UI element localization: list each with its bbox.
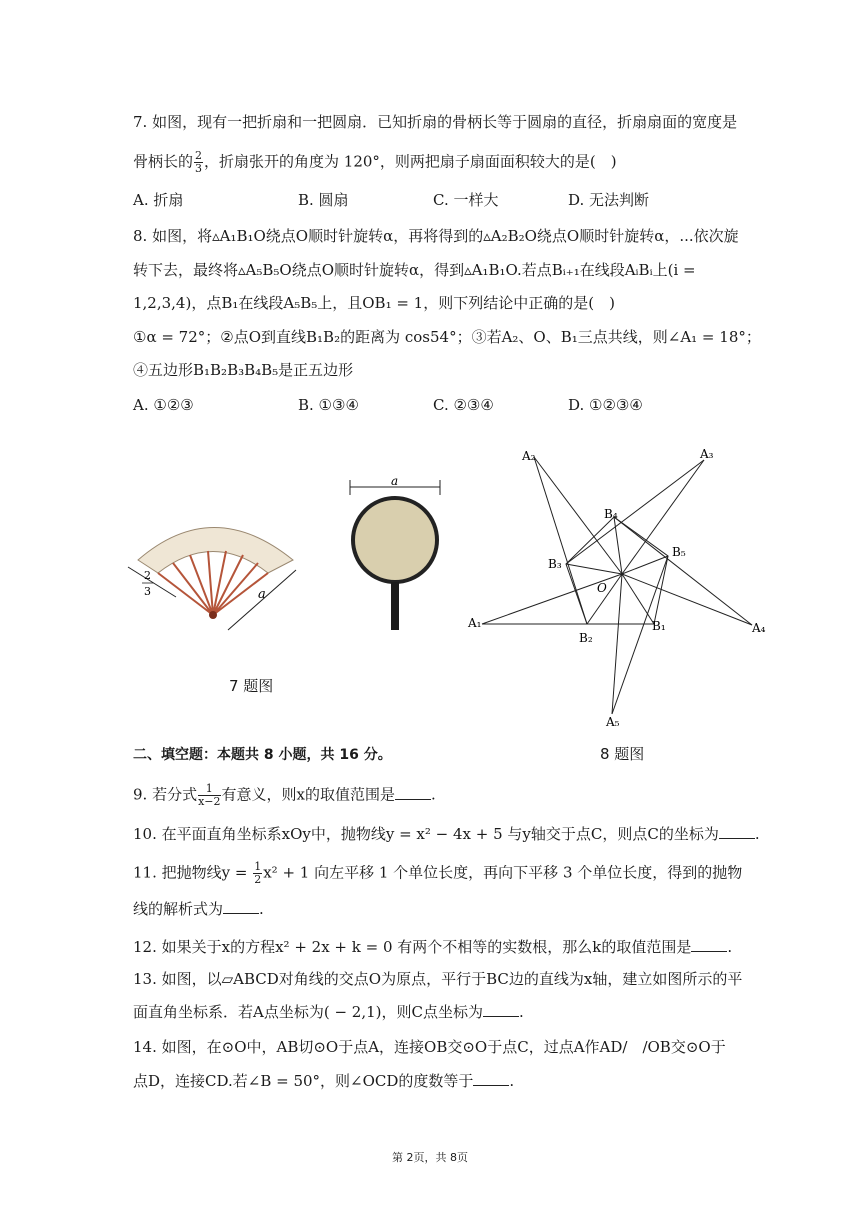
q11-answer-blank[interactable] <box>223 899 259 914</box>
q13-line2-text: 面直角坐标系．若A点坐标为( − 2,1)，则C点坐标为 <box>133 1003 483 1021</box>
q9-frac-num: 1 <box>198 783 220 796</box>
round-fan-handle <box>391 582 399 630</box>
round-fan-label-a: a <box>391 475 399 488</box>
label-b1: B₁ <box>652 619 666 633</box>
q7-line2 <box>133 150 617 175</box>
q12-answer-blank[interactable] <box>691 937 727 952</box>
q8-line1: 8. 如图，将▵A₁B₁O绕点O顺时针旋转α，再将得到的▵A₂B₂O绕点O顺时针旋转α，...依次旋 <box>133 227 739 245</box>
seg-a4-b4 <box>614 517 752 625</box>
q7-option-c: C. 一样大 <box>433 191 499 209</box>
q8-line5: ④五边形B₁B₂B₃B₄B₅是正五边形 <box>133 361 354 379</box>
pentagon-b1-b5 <box>566 517 668 624</box>
q13-line2 <box>133 1002 524 1022</box>
q9-line <box>133 783 436 808</box>
label-a5: A₅ <box>606 715 620 729</box>
seg-a5-b5 <box>612 556 668 714</box>
seg-a2-b2 <box>534 457 587 624</box>
q8-option-b: B. ①③④ <box>298 396 359 414</box>
q7-line2-post: ，折扇张开的角度为 120°，则两把扇子扇面面积较大的是( ) <box>204 152 617 171</box>
q10-answer-blank[interactable] <box>719 824 755 839</box>
figure8-diagram <box>462 442 772 734</box>
q7-option-d: D. 无法判断 <box>568 191 650 209</box>
seg-a3-o <box>622 460 704 574</box>
q8-option-a: A. ①②③ <box>133 396 194 414</box>
q14-line2-text: 点D，连接CD.若∠B = 50°，则∠OCD的度数等于 <box>133 1072 474 1090</box>
seg-a4-o <box>622 574 752 625</box>
q9-post: 有意义，则x的取值范围是 <box>221 785 395 804</box>
q13-end: . <box>518 1003 524 1021</box>
label-b2: B₂ <box>579 631 593 645</box>
page-footer: 第 2页，共 8页 <box>392 1151 468 1164</box>
q14-line2 <box>133 1071 514 1091</box>
q8-line4: ①α = 72°；②点O到直线B₁B₂的距离为 cos54°；③若A₂、O、B₁三点共线，则∠A₁ = 18°； <box>133 328 761 346</box>
label-a4: A₄ <box>752 621 766 635</box>
q10-line <box>133 824 760 844</box>
q9-answer-blank[interactable] <box>395 785 431 800</box>
seg-o-b1 <box>622 574 654 624</box>
q12-line <box>133 937 732 957</box>
q7-frac-num: 2 <box>195 149 203 162</box>
q11-fraction <box>253 861 262 886</box>
q11-line1 <box>133 861 742 886</box>
q13-line1: 13. 如图，以▱ABCD对角线的交点O为原点，平行于BC边的直线为x轴，建立如图所示的平 <box>133 970 743 988</box>
q14-line1: 14. 如图，在⊙O中，AB切⊙O于点A，连接OB交⊙O于点C，过点A作AD/ /OB交⊙O于 <box>133 1038 726 1056</box>
figure7-caption: 7 题图 <box>229 677 274 695</box>
q10-end: . <box>754 825 760 843</box>
seg-a5-o <box>612 574 622 714</box>
label-b3: B₃ <box>548 557 562 571</box>
fan-width-num: 2 <box>144 569 151 582</box>
q11-end: . <box>259 900 264 918</box>
q11-frac-den: 2 <box>254 873 262 886</box>
fan-pivot <box>209 611 217 619</box>
figure8-caption: 8 题图 <box>600 745 645 763</box>
q11-line2-text: 线的解析式为 <box>133 900 224 918</box>
label-a2: A₂ <box>522 449 536 463</box>
q9-frac-den: x−2 <box>198 795 221 808</box>
q12-end: . <box>727 938 733 956</box>
fan-width-den: 3 <box>144 585 151 598</box>
q11-line2 <box>133 899 264 919</box>
q13-answer-blank[interactable] <box>483 1002 519 1017</box>
q9-end: . <box>430 785 436 804</box>
q8-line2: 转下去，最终将▵A₅B₅O绕点O顺时针旋转α，得到▵A₁B₁O.若点Bᵢ₊₁在线段AᵢBᵢ上(i = <box>133 261 696 279</box>
q9-fraction <box>198 783 220 808</box>
q14-answer-blank[interactable] <box>473 1071 509 1086</box>
fan-label-a: a <box>258 587 266 602</box>
q8-line3: 1,2,3,4)，点B₁在线段A₅B₅上，且OB₁ = 1，则下列结论中正确的是( ) <box>133 294 615 312</box>
q7-line1: 7. 如图，现有一把折扇和一把圆扇．已知折扇的骨柄长等于圆扇的直径，折扇扇面的宽度是 <box>133 113 738 131</box>
q7-frac-den: 3 <box>195 162 203 175</box>
label-a3: A₃ <box>700 447 714 461</box>
round-fan-figure <box>340 475 450 635</box>
label-o: O <box>597 581 607 595</box>
q8-option-c: C. ②③④ <box>433 396 494 414</box>
folding-fan-figure <box>118 505 308 640</box>
q7-option-b: B. 圆扇 <box>298 191 349 209</box>
q8-option-d: D. ①②③④ <box>568 396 643 414</box>
seg-o-b3 <box>566 564 622 574</box>
q9-pre: 9. 若分式 <box>133 785 198 804</box>
q11-frac-num: 1 <box>254 860 262 873</box>
q12-text: 12. 如果关于x的方程x² + 2x + k = 0 有两个不相等的实数根，那么k的取值范围是 <box>133 938 692 956</box>
q14-end: . <box>509 1072 515 1090</box>
label-b4: B₄ <box>604 507 618 521</box>
q10-text: 10. 在平面直角坐标系xOy中，抛物线y = x² − 4x + 5 与y轴交于点C，则点C的坐标为 <box>133 825 719 843</box>
round-fan-face <box>353 498 437 582</box>
q7-line2-pre: 骨柄长的 <box>133 152 194 171</box>
q11-post: x² + 1 向左平移 1 个单位长度，再向下平移 3 个单位长度，得到的抛物 <box>263 863 743 882</box>
label-b5: B₅ <box>672 545 686 559</box>
section2-heading: 二、填空题：本题共 8 小题，共 16 分。 <box>133 747 392 763</box>
figure8-lines <box>482 457 752 714</box>
label-a1: A₁ <box>468 616 482 630</box>
q7-option-a: A. 折扇 <box>133 191 184 209</box>
fan-leaf <box>138 528 293 574</box>
q7-fraction <box>194 150 203 175</box>
q11-pre: 11. 把抛物线y = <box>133 863 253 882</box>
